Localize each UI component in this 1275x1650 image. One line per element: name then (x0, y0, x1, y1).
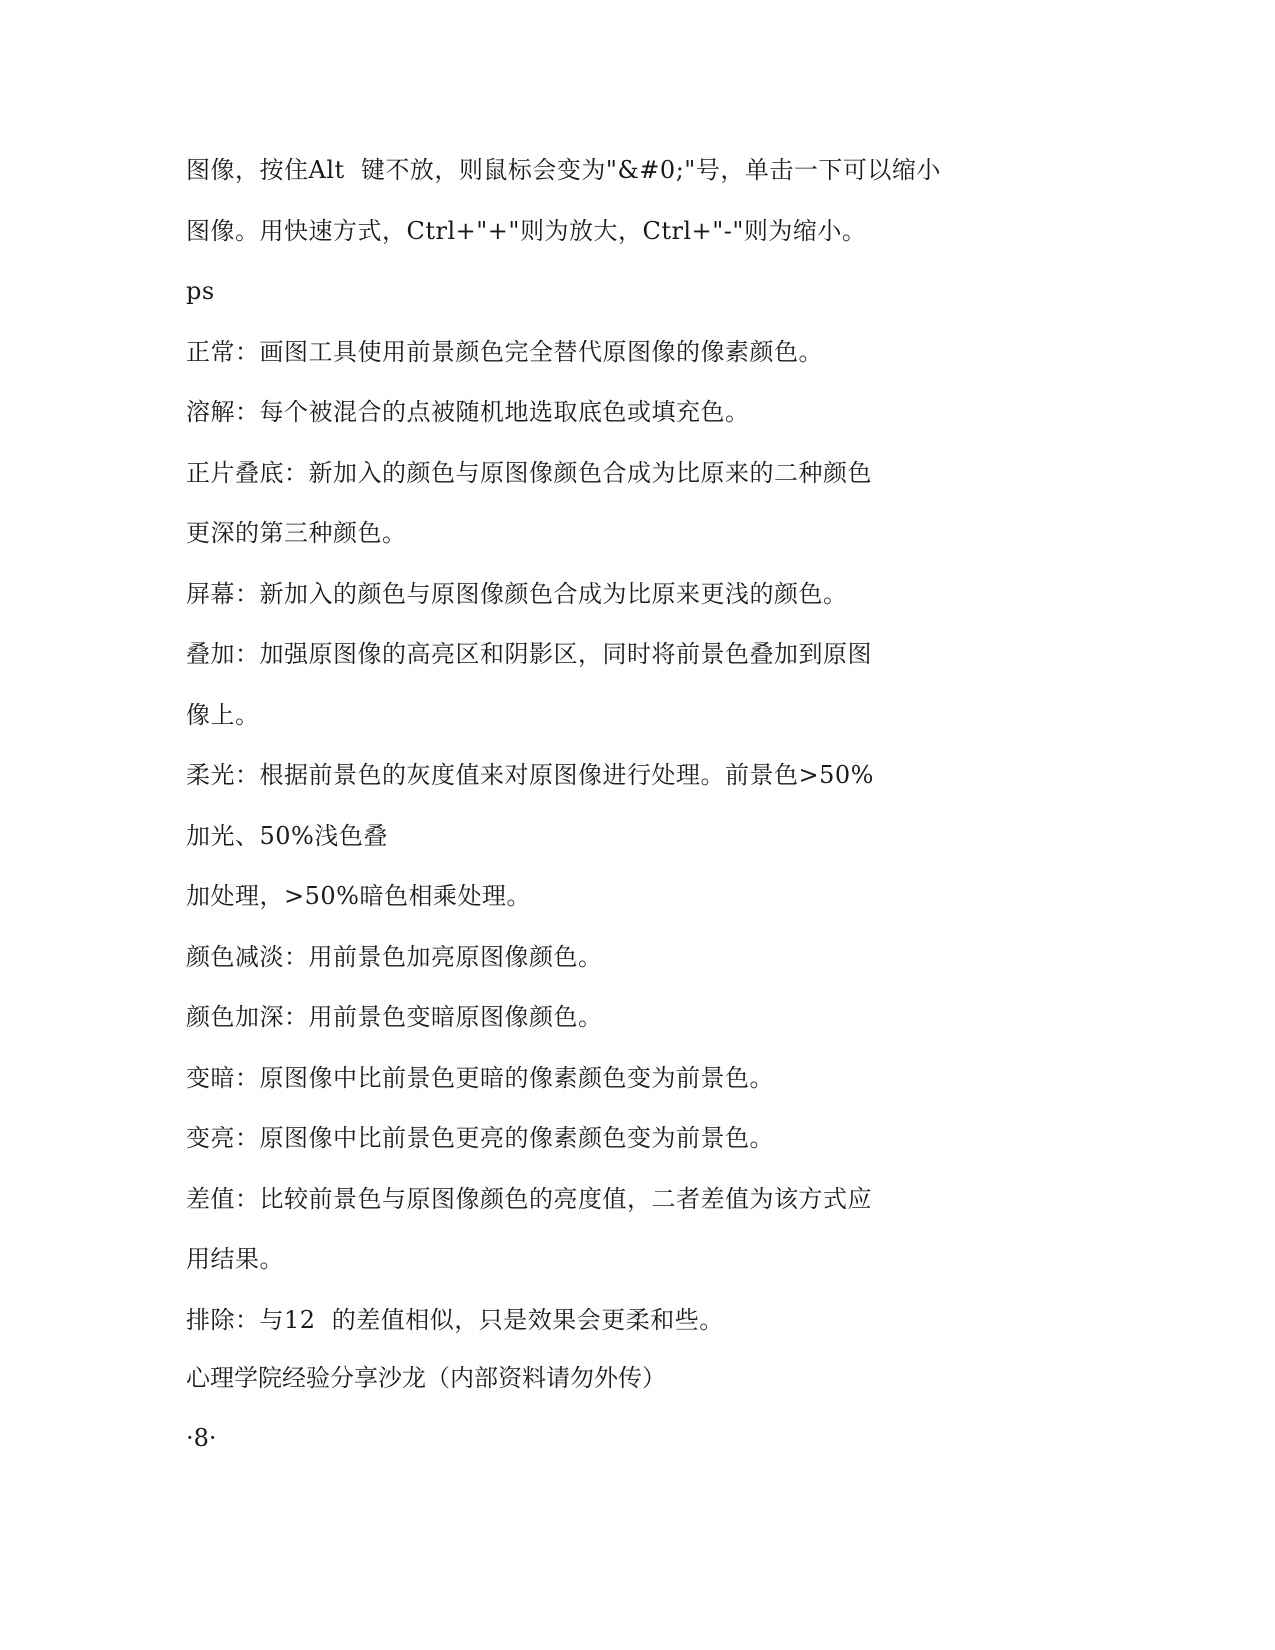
text-line: 用结果。 (186, 1245, 284, 1273)
text-line: 差值：比较前景色与原图像颜色的亮度值，二者差值为该方式应 (186, 1184, 872, 1213)
text-line: ps (186, 277, 215, 305)
text-line: 更深的第三种颜色。 (186, 519, 407, 547)
text-line: 像上。 (186, 700, 260, 729)
text-line: 颜色减淡：用前景色加亮原图像颜色。 (186, 942, 603, 971)
text-line: 颜色加深：用前景色变暗原图像颜色。 (186, 1003, 603, 1031)
text-line: 变亮：原图像中比前景色更亮的像素颜色变为前景色。 (186, 1124, 774, 1152)
text-line: 屏幕：新加入的颜色与原图像颜色合成为比原来更浅的颜色。 (186, 579, 848, 608)
text-line: 图像，按住Alt 键不放，则鼠标会变为"&#0;"号，单击一下可以缩小 (186, 156, 941, 184)
text-line: 排除：与12 的差值相似，只是效果会更柔和些。 (186, 1305, 724, 1334)
text-line: 加光、50%浅色叠 (186, 821, 388, 850)
document-body (186, 140, 946, 1350)
text-line: 叠加：加强原图像的高亮区和阴影区，同时将前景色叠加到原图 (186, 640, 872, 668)
text-line: 柔光：根据前景色的灰度值来对原图像进行处理。前景色>50% (186, 761, 874, 789)
text-line: 正片叠底：新加入的颜色与原图像颜色合成为比原来的二种颜色 (186, 458, 872, 487)
text-line: 图像。用快速方式，Ctrl+"+"则为放大，Ctrl+"-"则为缩小。 (186, 216, 867, 245)
text-line: 正常：画图工具使用前景颜色完全替代原图像的像素颜色。 (186, 337, 823, 366)
text-line: 加处理，>50%暗色相乘处理。 (186, 882, 531, 910)
text-line: 变暗：原图像中比前景色更暗的像素颜色变为前景色。 (186, 1063, 774, 1092)
footer-note: 心理学院经验分享沙龙（内部资料请勿外传） (186, 1364, 666, 1392)
page-number: ·8· (186, 1424, 217, 1452)
text-line: 溶解：每个被混合的点被随机地选取底色或填充色。 (186, 398, 750, 426)
